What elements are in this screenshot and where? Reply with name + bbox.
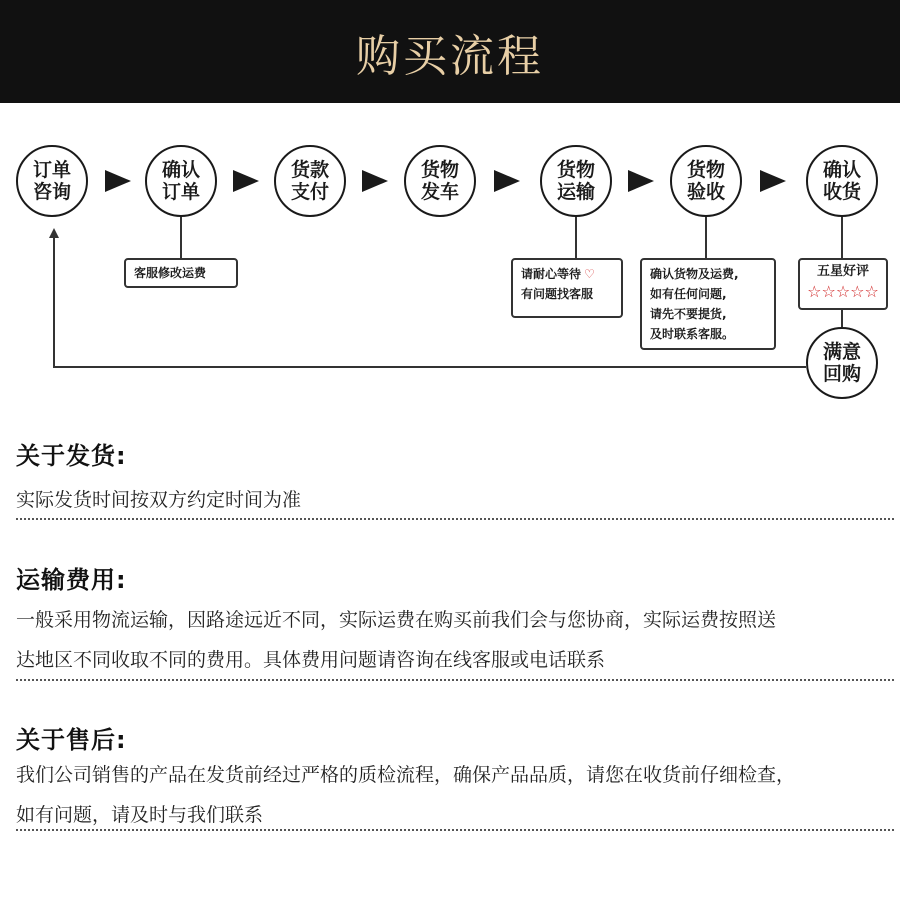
note-text: 客服修改运费 bbox=[134, 266, 207, 280]
note-please-wait bbox=[511, 258, 623, 318]
step-label: 货物发车 bbox=[420, 159, 459, 203]
step-repurchase bbox=[806, 327, 878, 399]
section-body-freight bbox=[16, 600, 896, 680]
arrow-right-icon bbox=[494, 170, 520, 192]
loop-arrowhead-icon bbox=[49, 228, 59, 238]
step-confirm-receipt bbox=[806, 145, 878, 217]
arrow-right-icon bbox=[628, 170, 654, 192]
section-body-after-sales bbox=[16, 755, 896, 835]
step-label: 货物运输 bbox=[556, 159, 595, 203]
step-label: 确认订单 bbox=[161, 159, 200, 203]
step-confirm-order bbox=[145, 145, 217, 217]
step-label: 货款支付 bbox=[290, 159, 329, 203]
note-edit-shipping bbox=[124, 258, 238, 288]
note-text-line: 请耐心等待 ♡ bbox=[521, 267, 595, 281]
section-line: 实际发货时间按双方约定时间为准 bbox=[16, 489, 302, 511]
section-title-shipping: 关于发货: bbox=[16, 442, 127, 470]
dotted-divider bbox=[16, 518, 894, 520]
section-title-after-sales: 关于售后: bbox=[16, 726, 127, 754]
step-label: 满意回购 bbox=[822, 341, 861, 385]
note-text-line: 如有任何问题, bbox=[650, 287, 727, 301]
note-text-line: 五星好评 bbox=[816, 264, 869, 279]
section-line: 达地区不同收取不同的费用。具体费用问题请咨询在线客服或电话联系 bbox=[16, 649, 606, 671]
arrow-right-icon bbox=[362, 170, 388, 192]
section-line: 如有问题，请及时与我们联系 bbox=[16, 804, 264, 826]
dotted-divider bbox=[16, 679, 894, 681]
step-label: 货物验收 bbox=[686, 159, 725, 203]
step-inspection bbox=[670, 145, 742, 217]
note-text-line: 确认货物及运费, bbox=[650, 267, 739, 281]
arrow-right-icon bbox=[233, 170, 259, 192]
page-title: 购买流程 bbox=[356, 30, 544, 82]
step-label: 确认收货 bbox=[822, 159, 861, 203]
note-text-line: 有问题找客服 bbox=[521, 287, 594, 301]
arrow-right-icon bbox=[105, 170, 131, 192]
dotted-divider bbox=[16, 829, 894, 831]
step-order-inquiry bbox=[16, 145, 88, 217]
section-title-freight: 运输费用: bbox=[16, 566, 127, 594]
section-body-shipping bbox=[16, 480, 896, 520]
note-text-line: 及时联系客服。 bbox=[650, 327, 735, 341]
step-payment bbox=[274, 145, 346, 217]
section-line: 我们公司销售的产品在发货前经过严格的质检流程，确保产品品质，请您在收货前仔细检查， bbox=[16, 764, 796, 786]
header-banner bbox=[0, 0, 900, 103]
star-rating-icon: ☆☆☆☆☆ bbox=[807, 282, 879, 301]
step-dispatch bbox=[404, 145, 476, 217]
arrow-right-icon bbox=[760, 170, 786, 192]
note-text-line: 请先不要提货, bbox=[650, 307, 727, 321]
step-label: 订单咨询 bbox=[32, 159, 71, 203]
section-line: 一般采用物流运输，因路途远近不同，实际运费在购买前我们会与您协商，实际运费按照送 bbox=[16, 609, 777, 631]
note-five-star-review bbox=[798, 258, 888, 310]
note-inspect-goods bbox=[640, 258, 776, 350]
step-transport bbox=[540, 145, 612, 217]
heart-icon: ♡ bbox=[584, 267, 595, 281]
